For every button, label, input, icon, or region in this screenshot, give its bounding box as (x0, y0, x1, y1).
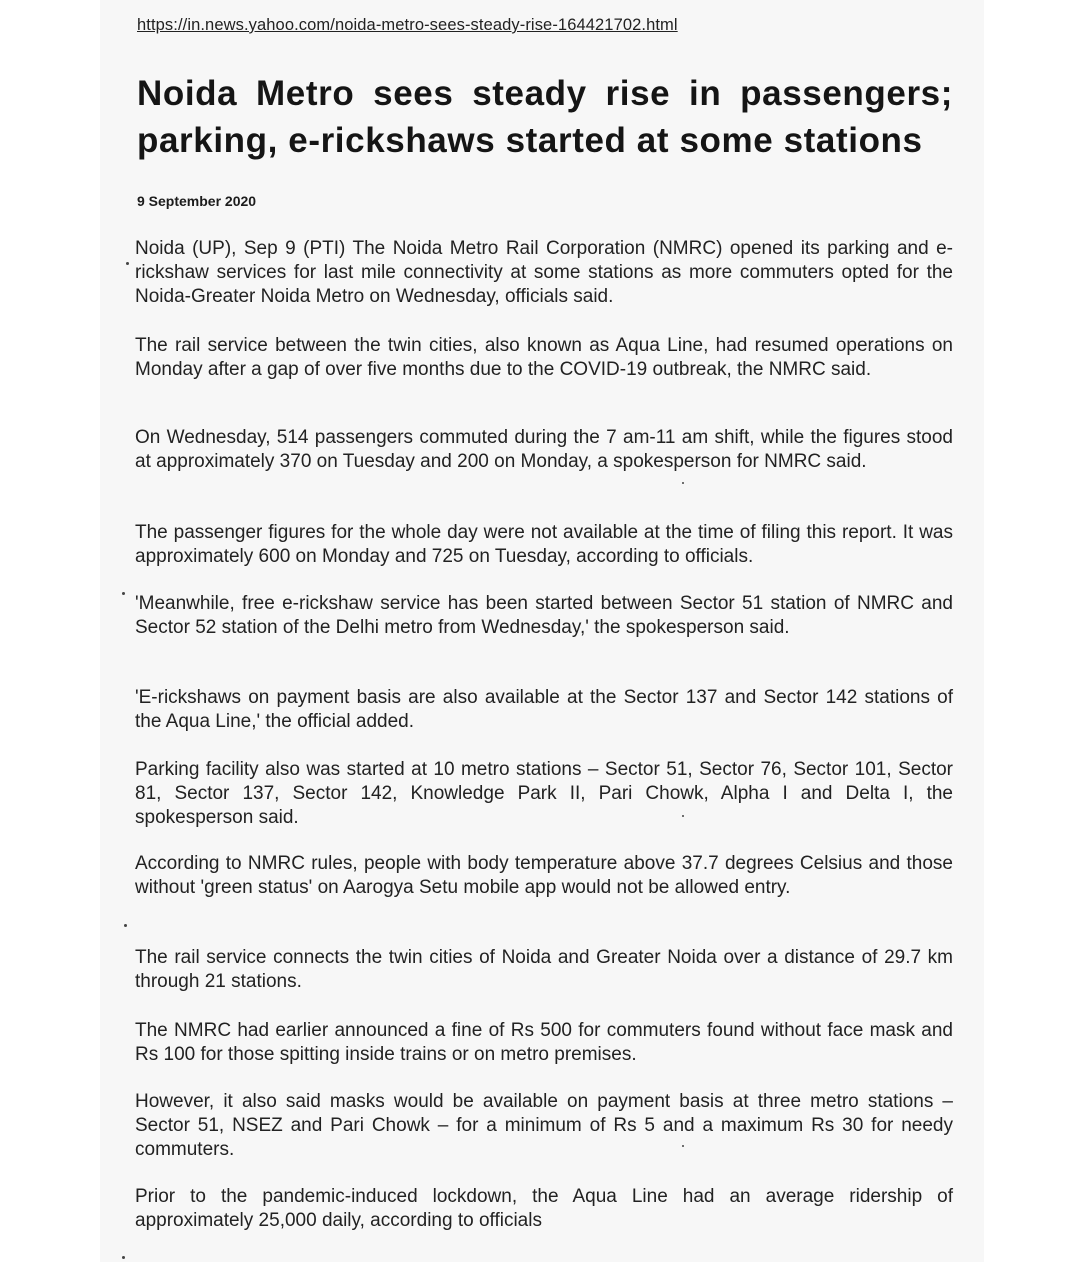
article-title: Noida Metro sees steady rise in passengers; parking, e-rickshaws started at some stations (137, 74, 953, 160)
article-paragraph-11: However, it also said masks would be available on payment basis at three metro stations – Sector 51, NSEZ and Pari Chowk – for a minimum of Rs 5 and a maximum Rs 30 for needy commuters. (135, 1091, 953, 1160)
scan-speck (682, 1145, 684, 1147)
article-paragraph-7: Parking facility also was started at 10 metro stations – Sector 51, Sector 76, Sector 101, Sector 81, Sector 137, Sector 142, Knowledge Park II, Pari Chowk, Alpha I and Delta I, the spokesperson said. (135, 759, 953, 828)
article-paragraph-1: Noida (UP), Sep 9 (PTI) The Noida Metro Rail Corporation (NMRC) opened its parking and e-rickshaw services for last mile connectivity at some stations as more commuters opted for the Noida-Greater Noida Metro on Wednesday, officials said. (135, 238, 953, 307)
source-url-link[interactable]: https://in.news.yahoo.com/noida-metro-sees-steady-rise-164421702.html (137, 16, 678, 34)
article-paragraph-10: The NMRC had earlier announced a fine of Rs 500 for commuters found without face mask and Rs 100 for those spitting inside trains or on metro premises. (135, 1020, 953, 1065)
scan-speck (122, 1256, 125, 1259)
scan-speck (124, 924, 127, 927)
article-paragraph-12: Prior to the pandemic-induced lockdown, the Aqua Line had an average ridership of approximately 25,000 daily, according to officials (135, 1186, 953, 1231)
article-paragraph-8: According to NMRC rules, people with body temperature above 37.7 degrees Celsius and those without 'green status' on Aarogya Setu mobile app would not be allowed entry. (135, 853, 953, 898)
scan-speck (682, 815, 684, 817)
scan-speck (126, 262, 129, 265)
article-paragraph-2: The rail service between the twin cities, also known as Aqua Line, had resumed operations on Monday after a gap of over five months due to the COVID-19 outbreak, the NMRC said. (135, 335, 953, 380)
article-paragraph-6: 'E-rickshaws on payment basis are also available at the Sector 137 and Sector 142 stations of the Aqua Line,' the official added. (135, 687, 953, 732)
scan-speck (122, 592, 125, 595)
scan-speck (682, 482, 684, 484)
article-paragraph-9: The rail service connects the twin cities of Noida and Greater Noida over a distance of 29.7 km through 21 stations. (135, 947, 953, 992)
article-paragraph-4: The passenger figures for the whole day were not available at the time of filing this report. It was approximately 600 on Monday and 725 on Tuesday, according to officials. (135, 522, 953, 567)
article-paragraph-5: 'Meanwhile, free e-rickshaw service has been started between Sector 51 station of NMRC and Sector 52 station of the Delhi metro from Wednesday,' the spokesperson said. (135, 593, 953, 638)
article-paragraph-3: On Wednesday, 514 passengers commuted during the 7 am-11 am shift, while the figures stood at approximately 370 on Tuesday and 200 on Monday, a spokesperson for NMRC said. (135, 427, 953, 472)
article-date: 9 September 2020 (137, 193, 257, 209)
